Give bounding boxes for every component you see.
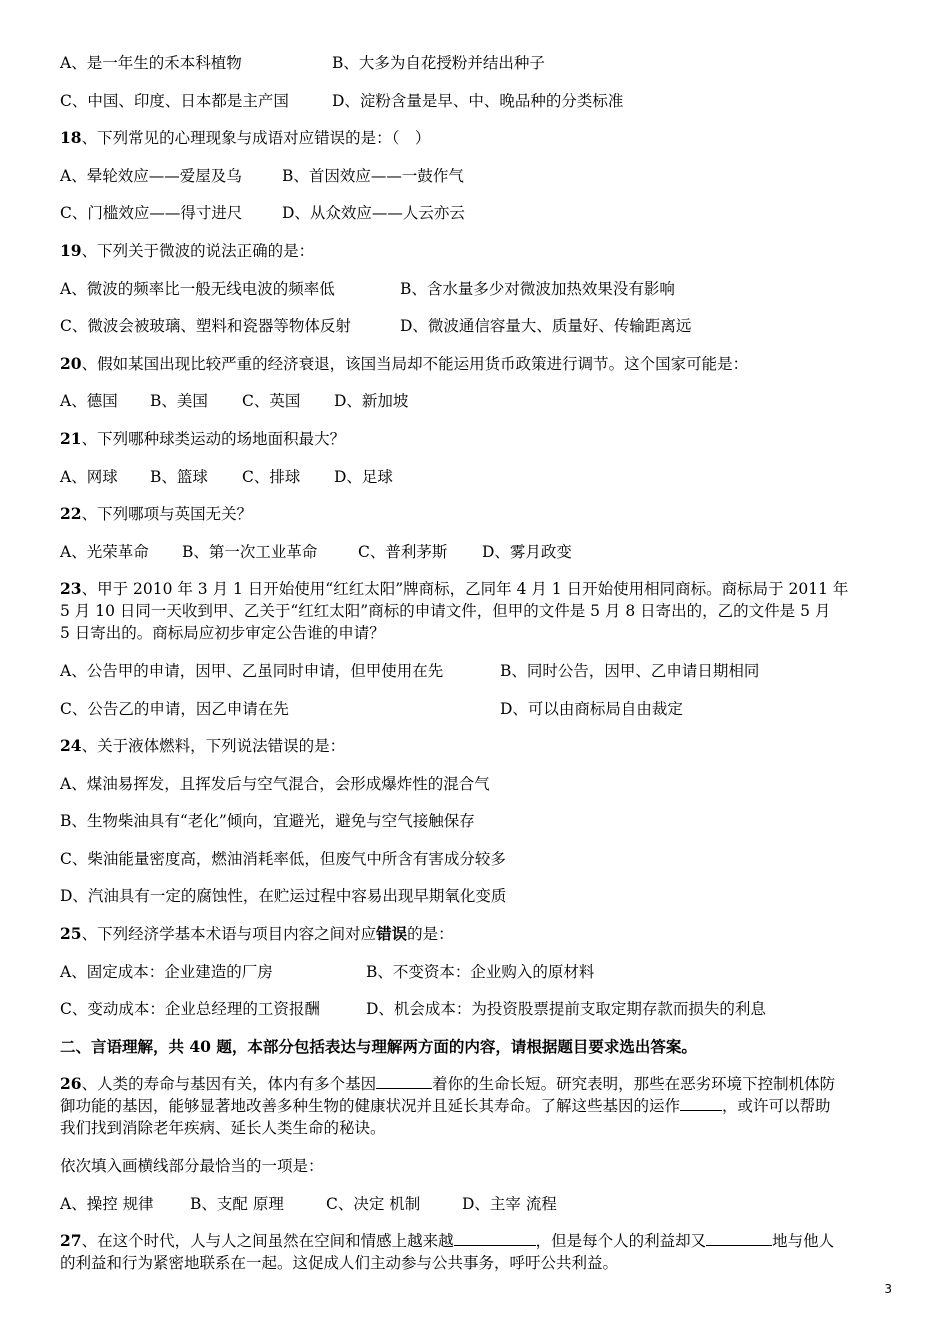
q23-number: 23 xyxy=(60,579,82,599)
q22-option-d: D、雾月政变 xyxy=(482,542,572,561)
q22-number: 22 xyxy=(60,504,82,524)
q25-options-row2 xyxy=(60,998,890,1020)
q26-text-1b: 着你的生命长短。研究表明，那些在恶劣环境下控制机体防 xyxy=(432,1075,836,1094)
q27-text-1b: ，但是每个人的利益却又 xyxy=(535,1232,707,1251)
page-number: 3 xyxy=(884,1282,892,1296)
q22-option-c: C、普利茅斯 xyxy=(358,542,448,561)
q17-options-row1 xyxy=(60,52,890,74)
q20-option-b: B、美国 xyxy=(150,392,208,411)
q18-option-d: D、从众效应——人云亦云 xyxy=(282,204,465,223)
q21-number: 21 xyxy=(60,428,82,448)
q23-option-c: C、公告乙的申请，因乙申请在先 xyxy=(60,699,289,718)
q21-options xyxy=(60,466,890,488)
q27-blank-2 xyxy=(706,1231,772,1246)
q24-option-b: B、生物柴油具有“老化”倾向，宜避光，避免与空气接触保存 xyxy=(60,812,475,831)
document-page xyxy=(60,52,890,1290)
q25-text-pre: 、下列经济学基本术语与项目内容之间对应 xyxy=(81,925,377,944)
q19-options-row2 xyxy=(60,315,890,337)
q22-stem xyxy=(60,503,890,525)
q26-blank-1 xyxy=(376,1074,432,1089)
q27-number: 27 xyxy=(60,1231,82,1251)
q23-option-d: D、可以由商标局自由裁定 xyxy=(500,699,683,718)
q17-option-c: C、中国、印度、日本都是主产国 xyxy=(60,91,289,110)
q26-options xyxy=(60,1193,890,1215)
q26-option-a: A、操控 规律 xyxy=(60,1194,154,1213)
q19-option-a: A、微波的频率比一般无线电波的频率低 xyxy=(60,279,335,298)
q26-option-d: D、主宰 流程 xyxy=(462,1194,557,1213)
q21-option-a: A、网球 xyxy=(60,467,118,486)
q18-number: 18 xyxy=(60,128,82,148)
q20-options xyxy=(60,390,890,412)
q23-options-row2 xyxy=(60,698,890,720)
q19-option-c: C、微波会被玻璃、塑料和瓷器等物体反射 xyxy=(60,317,351,336)
q21-stem xyxy=(60,428,890,450)
q23-options-row1 xyxy=(60,660,890,682)
q21-option-b: B、篮球 xyxy=(150,467,208,486)
q19-text: 、下列关于微波的说法正确的是： xyxy=(81,241,315,260)
q23-text-line3: 5 日寄出的。商标局应初步审定公告谁的申请？ xyxy=(60,624,385,643)
q25-option-b: B、不变资本：企业购入的原材料 xyxy=(366,962,595,981)
q24-number: 24 xyxy=(60,736,82,756)
q17-option-d: D、淀粉含量是早、中、晚品种的分类标准 xyxy=(332,91,624,110)
q18-text: 、下列常见的心理现象与成语对应错误的是：（ ） xyxy=(81,129,431,148)
q20-text: 、假如某国出现比较严重的经济衰退，该国当局却不能运用货币政策进行调节。这个国家可能是： xyxy=(81,354,749,373)
q22-options xyxy=(60,541,890,563)
q26-option-c: C、决定 机制 xyxy=(326,1194,421,1213)
q21-option-c: C、排球 xyxy=(242,467,301,486)
q26-text-3: 我们找到消除老年疾病、延长人类生命的秘诀。 xyxy=(60,1119,386,1138)
q26-number: 26 xyxy=(60,1074,82,1094)
q23-text-line2: 5 月 10 日同一天收到甲、乙关于“红红太阳”商标的申请文件，但甲的文件是 5 月 8 日寄出的，乙的文件是 5 月 xyxy=(60,602,831,621)
q25-text-post: 的是： xyxy=(407,925,454,944)
q26-instruction: 依次填入画横线部分最恰当的一项是： xyxy=(60,1157,324,1176)
q20-number: 20 xyxy=(60,353,82,373)
q20-stem xyxy=(60,353,890,375)
q18-option-a: A、晕轮效应——爱屋及乌 xyxy=(60,166,242,185)
q24-option-d: D、汽油具有一定的腐蚀性，在贮运过程中容易出现早期氧化变质 xyxy=(60,887,507,906)
q26-text-2a: 御功能的基因，能够显著地改善多种生物的健康状况并且延长其寿命。了解这些基因的运作 xyxy=(60,1097,681,1116)
q22-text: 、下列哪项与英国无关？ xyxy=(81,505,253,524)
q19-number: 19 xyxy=(60,240,82,260)
q17-option-b: B、大多为自花授粉并结出种子 xyxy=(332,54,545,72)
q25-stem xyxy=(60,923,890,945)
q25-option-c: C、变动成本：企业总经理的工资报酬 xyxy=(60,1000,320,1019)
q24-text: 、关于液体燃料，下列说法错误的是： xyxy=(81,737,346,756)
q24-stem xyxy=(60,735,890,757)
q27-text-2: 的利益和行为紧密地联系在一起。这促成人们主动参与公共事务，呼吁公共利益。 xyxy=(60,1254,619,1273)
q23-option-b: B、同时公告，因甲、乙申请日期相同 xyxy=(500,661,760,680)
q23-stem xyxy=(60,578,890,644)
q26-stem xyxy=(60,1073,890,1139)
q23-option-a: A、公告甲的申请，因甲、乙虽同时申请，但甲使用在先 xyxy=(60,661,444,680)
q18-option-c: C、门槛效应——得寸进尺 xyxy=(60,204,243,223)
q18-option-b: B、首因效应——一鼓作气 xyxy=(282,166,464,185)
q17-options-row2 xyxy=(60,90,890,112)
q21-text: 、下列哪种球类运动的场地面积最大？ xyxy=(81,429,346,448)
q24-option-c: C、柴油能量密度高，燃油消耗率低，但废气中所含有害成分较多 xyxy=(60,849,506,868)
q20-option-a: A、德国 xyxy=(60,392,118,411)
q27-stem xyxy=(60,1230,890,1274)
q20-option-d: D、新加坡 xyxy=(334,392,409,411)
q17-option-a: A、是一年生的禾本科植物 xyxy=(60,54,242,72)
q26-blank-2 xyxy=(680,1096,722,1111)
section2-heading: 二、言语理解，共 40 题，本部分包括表达与理解两方面的内容，请根据题目要求选出答案。 xyxy=(60,1036,697,1056)
q26-text-2b: ，或许可以帮助 xyxy=(722,1097,831,1116)
q25-options-row1 xyxy=(60,961,890,983)
q19-option-b: B、含水量多少对微波加热效果没有影响 xyxy=(400,279,675,298)
q19-option-d: D、微波通信容量大、质量好、传输距离远 xyxy=(400,317,692,336)
q25-option-a: A、固定成本：企业建造的厂房 xyxy=(60,962,273,981)
q25-option-d: D、机会成本：为投资股票提前支取定期存款而损失的利息 xyxy=(366,1000,766,1019)
q19-options-row1 xyxy=(60,278,890,300)
q25-text-emphasis: 错误 xyxy=(376,924,408,944)
q22-option-a: A、光荣革命 xyxy=(60,542,149,561)
q21-option-d: D、足球 xyxy=(334,467,393,486)
q22-option-b: B、第一次工业革命 xyxy=(182,542,318,561)
q20-option-c: C、英国 xyxy=(242,392,301,411)
q26-option-b: B、支配 原理 xyxy=(190,1194,284,1213)
q18-stem xyxy=(60,127,890,149)
q27-blank-1 xyxy=(454,1231,536,1246)
q24-option-a: A、煤油易挥发，且挥发后与空气混合，会形成爆炸性的混合气 xyxy=(60,774,490,793)
q18-options-row2 xyxy=(60,202,890,224)
q27-text-1a: 、在这个时代，人与人之间虽然在空间和情感上越来越 xyxy=(81,1232,454,1251)
q19-stem xyxy=(60,240,890,262)
q26-text-1a: 、人类的寿命与基因有关，体内有多个基因 xyxy=(81,1075,377,1094)
q27-text-1c: 地与他人 xyxy=(772,1232,835,1251)
q25-number: 25 xyxy=(60,924,82,944)
q23-text-line1: 、甲于 2010 年 3 月 1 日开始使用“红红太阳”牌商标，乙同年 4 月 1 日开始使用相同商标。商标局于 2011 年 xyxy=(81,580,849,599)
q18-options-row1 xyxy=(60,165,890,187)
